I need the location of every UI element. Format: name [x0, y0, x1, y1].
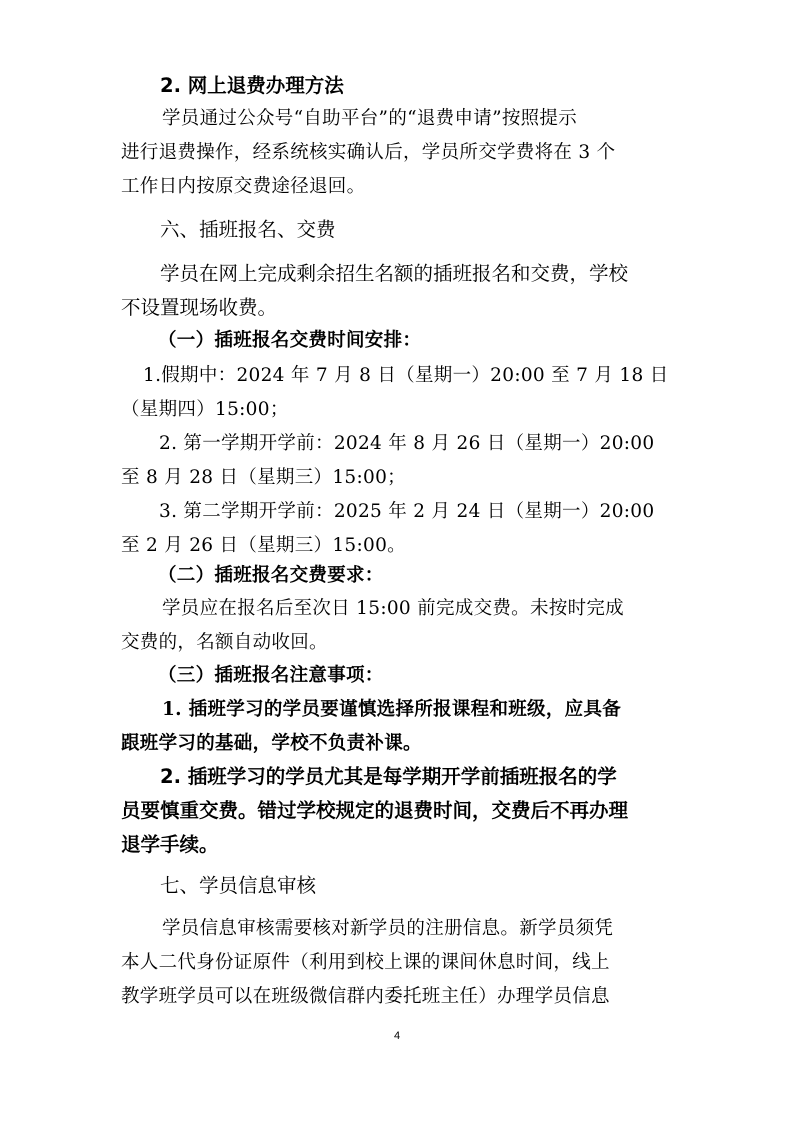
text-line: 学员在网上完成剩余招生名额的插班报名和交费，学校: [160, 262, 629, 285]
subsection-3-title: （三）插班报名注意事项：: [158, 665, 384, 686]
text-line: 进行退费操作，经系统核实确认后，学员所交学费将在 3 个: [121, 142, 616, 163]
text-line: 退学手续。: [121, 833, 219, 856]
text-line: 2. 插班学习的学员尤其是每学期开学前插班报名的学: [160, 765, 617, 788]
text-line: 不设置现场收费。: [121, 296, 278, 319]
text-line: 教学班学员可以在班级微信群内委托班主任）办理学员信息: [121, 986, 610, 1007]
section-2-body: [121, 102, 677, 204]
text-line: 交费的，名额自动收回。: [121, 632, 328, 653]
subsection-1-title: （一）插班报名交费时间安排：: [158, 330, 422, 351]
section-2-title: 2. 网上退费办理方法: [160, 74, 344, 97]
subsection-2-title: （二）插班报名交费要求：: [158, 565, 384, 586]
text-line: 本人二代身份证原件（利用到校上课的课间休息时间，线上: [121, 952, 610, 973]
text-line: 1. 插班学习的学员要谨慎选择所报课程和班级，应具备: [162, 699, 622, 720]
schedule-item-line: 至 8 月 28 日（星期三）15:00；: [121, 467, 406, 488]
schedule-item-line: 2. 第一学期开学前：2024 年 8 月 26 日（星期一）20:00: [159, 433, 655, 454]
subsection-2-body: [121, 592, 677, 660]
text-line: 员要慎重交费。错过学校规定的退费时间，交费后不再办理: [121, 799, 629, 822]
notice-item-1: [121, 693, 677, 761]
text-line: 跟班学习的基础，学校不负责补课。: [121, 733, 422, 754]
schedule-list: [121, 359, 677, 563]
text-line: 工作日内按原交费途径退回。: [121, 176, 366, 197]
notice-item-2: [121, 760, 677, 862]
page-number: 4: [393, 1030, 401, 1042]
schedule-item-line: （星期四）15:00；: [121, 399, 289, 420]
schedule-item-line: 3. 第二学期开学前：2025 年 2 月 24 日（星期一）20:00: [159, 501, 655, 522]
section-6-title: 六、插班报名、交费: [160, 218, 336, 241]
section-7-body: [121, 912, 677, 1014]
section-6-intro: [121, 257, 677, 325]
text-line: 学员信息审核需要核对新学员的注册信息。新学员须凭: [162, 918, 614, 939]
text-line: 学员应在报名后至次日 15:00 前完成交费。未按时完成: [162, 598, 624, 619]
section-7-title: 七、学员信息审核: [160, 874, 317, 897]
text-line: 学员通过公众号“自助平台”的“退费申请”按照提示: [162, 108, 578, 129]
schedule-item-line: 至 2 月 26 日（星期三）15:00。: [121, 535, 406, 556]
schedule-item-line: 1.假期中：2024 年 7 月 8 日（星期一）20:00 至 7 月 18 日: [143, 365, 669, 386]
